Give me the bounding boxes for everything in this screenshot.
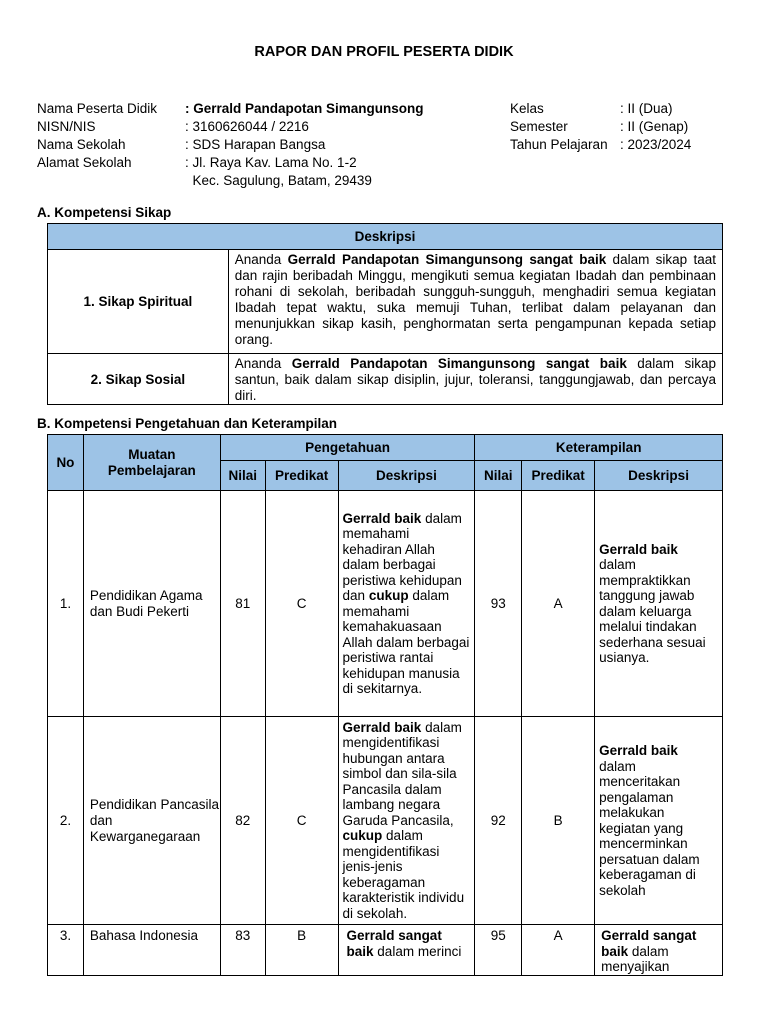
desc-bold: Gerrald baik	[342, 719, 422, 735]
row-k-nilai: 95	[475, 925, 522, 976]
desc-bold: Gerrald Pandapotan Simangunsong sangat baik	[291, 356, 627, 371]
desc-text: dalam menceritakan pengalaman melakukan kegiatan yang mencerminkan persatuan dalam keberagaman di sekolah	[599, 758, 700, 898]
info-value: : II (Dua)	[620, 101, 673, 116]
section-a-title: A. Kompetensi Sikap	[37, 205, 172, 220]
table-row	[48, 717, 723, 925]
info-row-sekolah	[37, 136, 424, 154]
row-p-predikat: B	[265, 925, 338, 976]
info-row-nama	[37, 100, 424, 118]
student-name: : Gerrald Pandapotan Simangunsong	[185, 101, 424, 116]
info-row-semester	[510, 118, 691, 136]
info-label	[37, 172, 185, 190]
info-label: Nama Peserta Didik	[37, 101, 158, 116]
info-value: : SDS Harapan Bangsa	[185, 137, 326, 152]
info-label: NISN/NIS	[37, 119, 96, 134]
info-value: : 2023/2024	[620, 137, 692, 152]
desc-text: dalam sikap santun, baik dalam sikap disiplin, jujur, toleransi, tanggungjawab, dan percaya diri.	[234, 356, 716, 403]
sikap-table	[47, 223, 723, 405]
pengetahuan-header: Pengetahuan	[220, 435, 475, 461]
aspek-label: 1. Sikap Spiritual	[48, 250, 229, 354]
sikap-header-row	[48, 224, 723, 250]
k-predikat-header: Predikat	[522, 461, 595, 491]
desc-bold: cukup	[342, 828, 383, 844]
aspek-description	[228, 354, 722, 405]
info-value: : 3160626044 / 2216	[185, 119, 309, 134]
row-k-nilai: 92	[475, 717, 522, 925]
info-label: Alamat Sekolah	[37, 155, 132, 170]
row-no: 3.	[48, 925, 84, 976]
desc-text: dalam merinci	[373, 943, 462, 959]
row-p-nilai: 82	[220, 717, 265, 925]
row-no: 1.	[48, 491, 84, 717]
info-label: Kelas	[510, 101, 544, 116]
desc-text: dalam menyajikan	[601, 943, 670, 974]
desc-bold: Gerrald sangat baik	[601, 928, 697, 959]
k-deskripsi-header: Deskripsi	[595, 461, 723, 491]
desc-bold: Gerrald baik	[599, 541, 678, 557]
info-row-alamat	[37, 154, 424, 172]
desc-text: dalam mengidentifikasi jenis-jenis keberagaman karakteristik individu di sekolah.	[342, 828, 465, 921]
row-k-predikat: A	[522, 491, 595, 717]
desc-text: dalam memahami kemahakuasaan Allah dalam berbagai peristiwa rantai kehidupan manusia di sekitarnya.	[342, 588, 470, 696]
desc-bold: Gerrald Pandapotan Simangunsong sangat baik	[287, 252, 607, 267]
desc-bold: Gerrald baik	[599, 743, 678, 758]
row-muatan: Bahasa Indonesia	[83, 925, 220, 976]
info-row-nisn	[37, 118, 424, 136]
info-row-kelas	[510, 100, 691, 118]
row-k-nilai: 93	[475, 491, 522, 717]
student-info-right	[510, 100, 691, 154]
info-label: Nama Sekolah	[37, 137, 126, 152]
section-b-title: B. Kompetensi Pengetahuan dan Keterampilan	[37, 416, 338, 431]
row-p-deskripsi	[338, 491, 475, 717]
desc-text: dalam mengidentifikasi hubungan antara simbol dan sila-sila Pancasila dalam lambang negara Garuda Pancasila,	[342, 719, 462, 828]
desc-bold: Gerrald baik	[342, 510, 422, 526]
row-k-deskripsi	[595, 491, 723, 717]
row-muatan: Pendidikan Pancasila dan Kewarganegaraan	[83, 717, 220, 925]
row-k-deskripsi	[595, 925, 723, 976]
info-value: : Jl. Raya Kav. Lama No. 1-2	[185, 155, 357, 170]
row-p-nilai: 81	[220, 491, 265, 717]
row-k-predikat: A	[522, 925, 595, 976]
row-k-deskripsi	[595, 717, 723, 925]
p-nilai-header: Nilai	[220, 461, 265, 491]
deskripsi-header: Deskripsi	[48, 224, 723, 250]
desc-bold: cukup	[368, 588, 409, 603]
keterampilan-header: Keterampilan	[475, 435, 723, 461]
table-row	[48, 491, 723, 717]
p-deskripsi-header: Deskripsi	[338, 461, 475, 491]
aspek-description	[228, 250, 722, 354]
muatan-header: Muatan Pembelajaran	[83, 435, 220, 491]
table-row	[48, 925, 723, 976]
desc-text: Ananda	[234, 252, 288, 267]
info-value: Kec. Sagulung, Batam, 29439	[185, 173, 372, 188]
report-title: RAPOR DAN PROFIL PESERTA DIDIK	[254, 44, 514, 60]
p-predikat-header: Predikat	[265, 461, 338, 491]
info-row-tahun	[510, 136, 691, 154]
aspek-label: 2. Sikap Sosial	[48, 354, 229, 405]
info-row-alamat-2	[37, 172, 424, 190]
sikap-row-spiritual	[48, 250, 723, 354]
desc-text: dalam sikap taat dan rajin beribadah Minggu, mengikuti semua kegiatan Ibadah dan pembinaan rohani di sekolah, beribadah sungguh-sungguh, menghadiri semua kegiatan Ibadah tepat waktu, suka memuji Tuhan, terlibat dalam pelayanan dan menunjukkan sikap kasih, penghormatan serta pengampunan kepada setiap orang.	[234, 252, 717, 347]
desc-bold: Gerrald sangat baik	[346, 928, 442, 959]
row-no: 2.	[48, 717, 84, 925]
no-header: No	[48, 435, 84, 491]
row-p-predikat: C	[265, 717, 338, 925]
row-k-predikat: B	[522, 717, 595, 925]
nilai-table	[47, 434, 723, 976]
sikap-row-sosial	[48, 354, 723, 405]
row-p-deskripsi	[338, 717, 475, 925]
k-nilai-header: Nilai	[475, 461, 522, 491]
info-value: : II (Genap)	[620, 119, 689, 134]
header-row-1	[48, 435, 723, 461]
row-p-nilai: 83	[220, 925, 265, 976]
row-p-predikat: C	[265, 491, 338, 717]
desc-text: dalam mempraktikkan tanggung jawab dalam keluarga melalui tindakan sederhana sesuai usianya.	[599, 557, 706, 665]
info-label: Tahun Pelajaran	[510, 137, 608, 152]
row-muatan: Pendidikan Agama dan Budi Pekerti	[83, 491, 220, 717]
desc-text: Ananda	[234, 356, 292, 371]
info-label: Semester	[510, 119, 568, 134]
student-info-left	[37, 100, 424, 190]
desc-text: dalam memahami kehadiran Allah dalam berbagai peristiwa kehidupan dan	[342, 510, 462, 603]
row-p-deskripsi	[338, 925, 475, 976]
